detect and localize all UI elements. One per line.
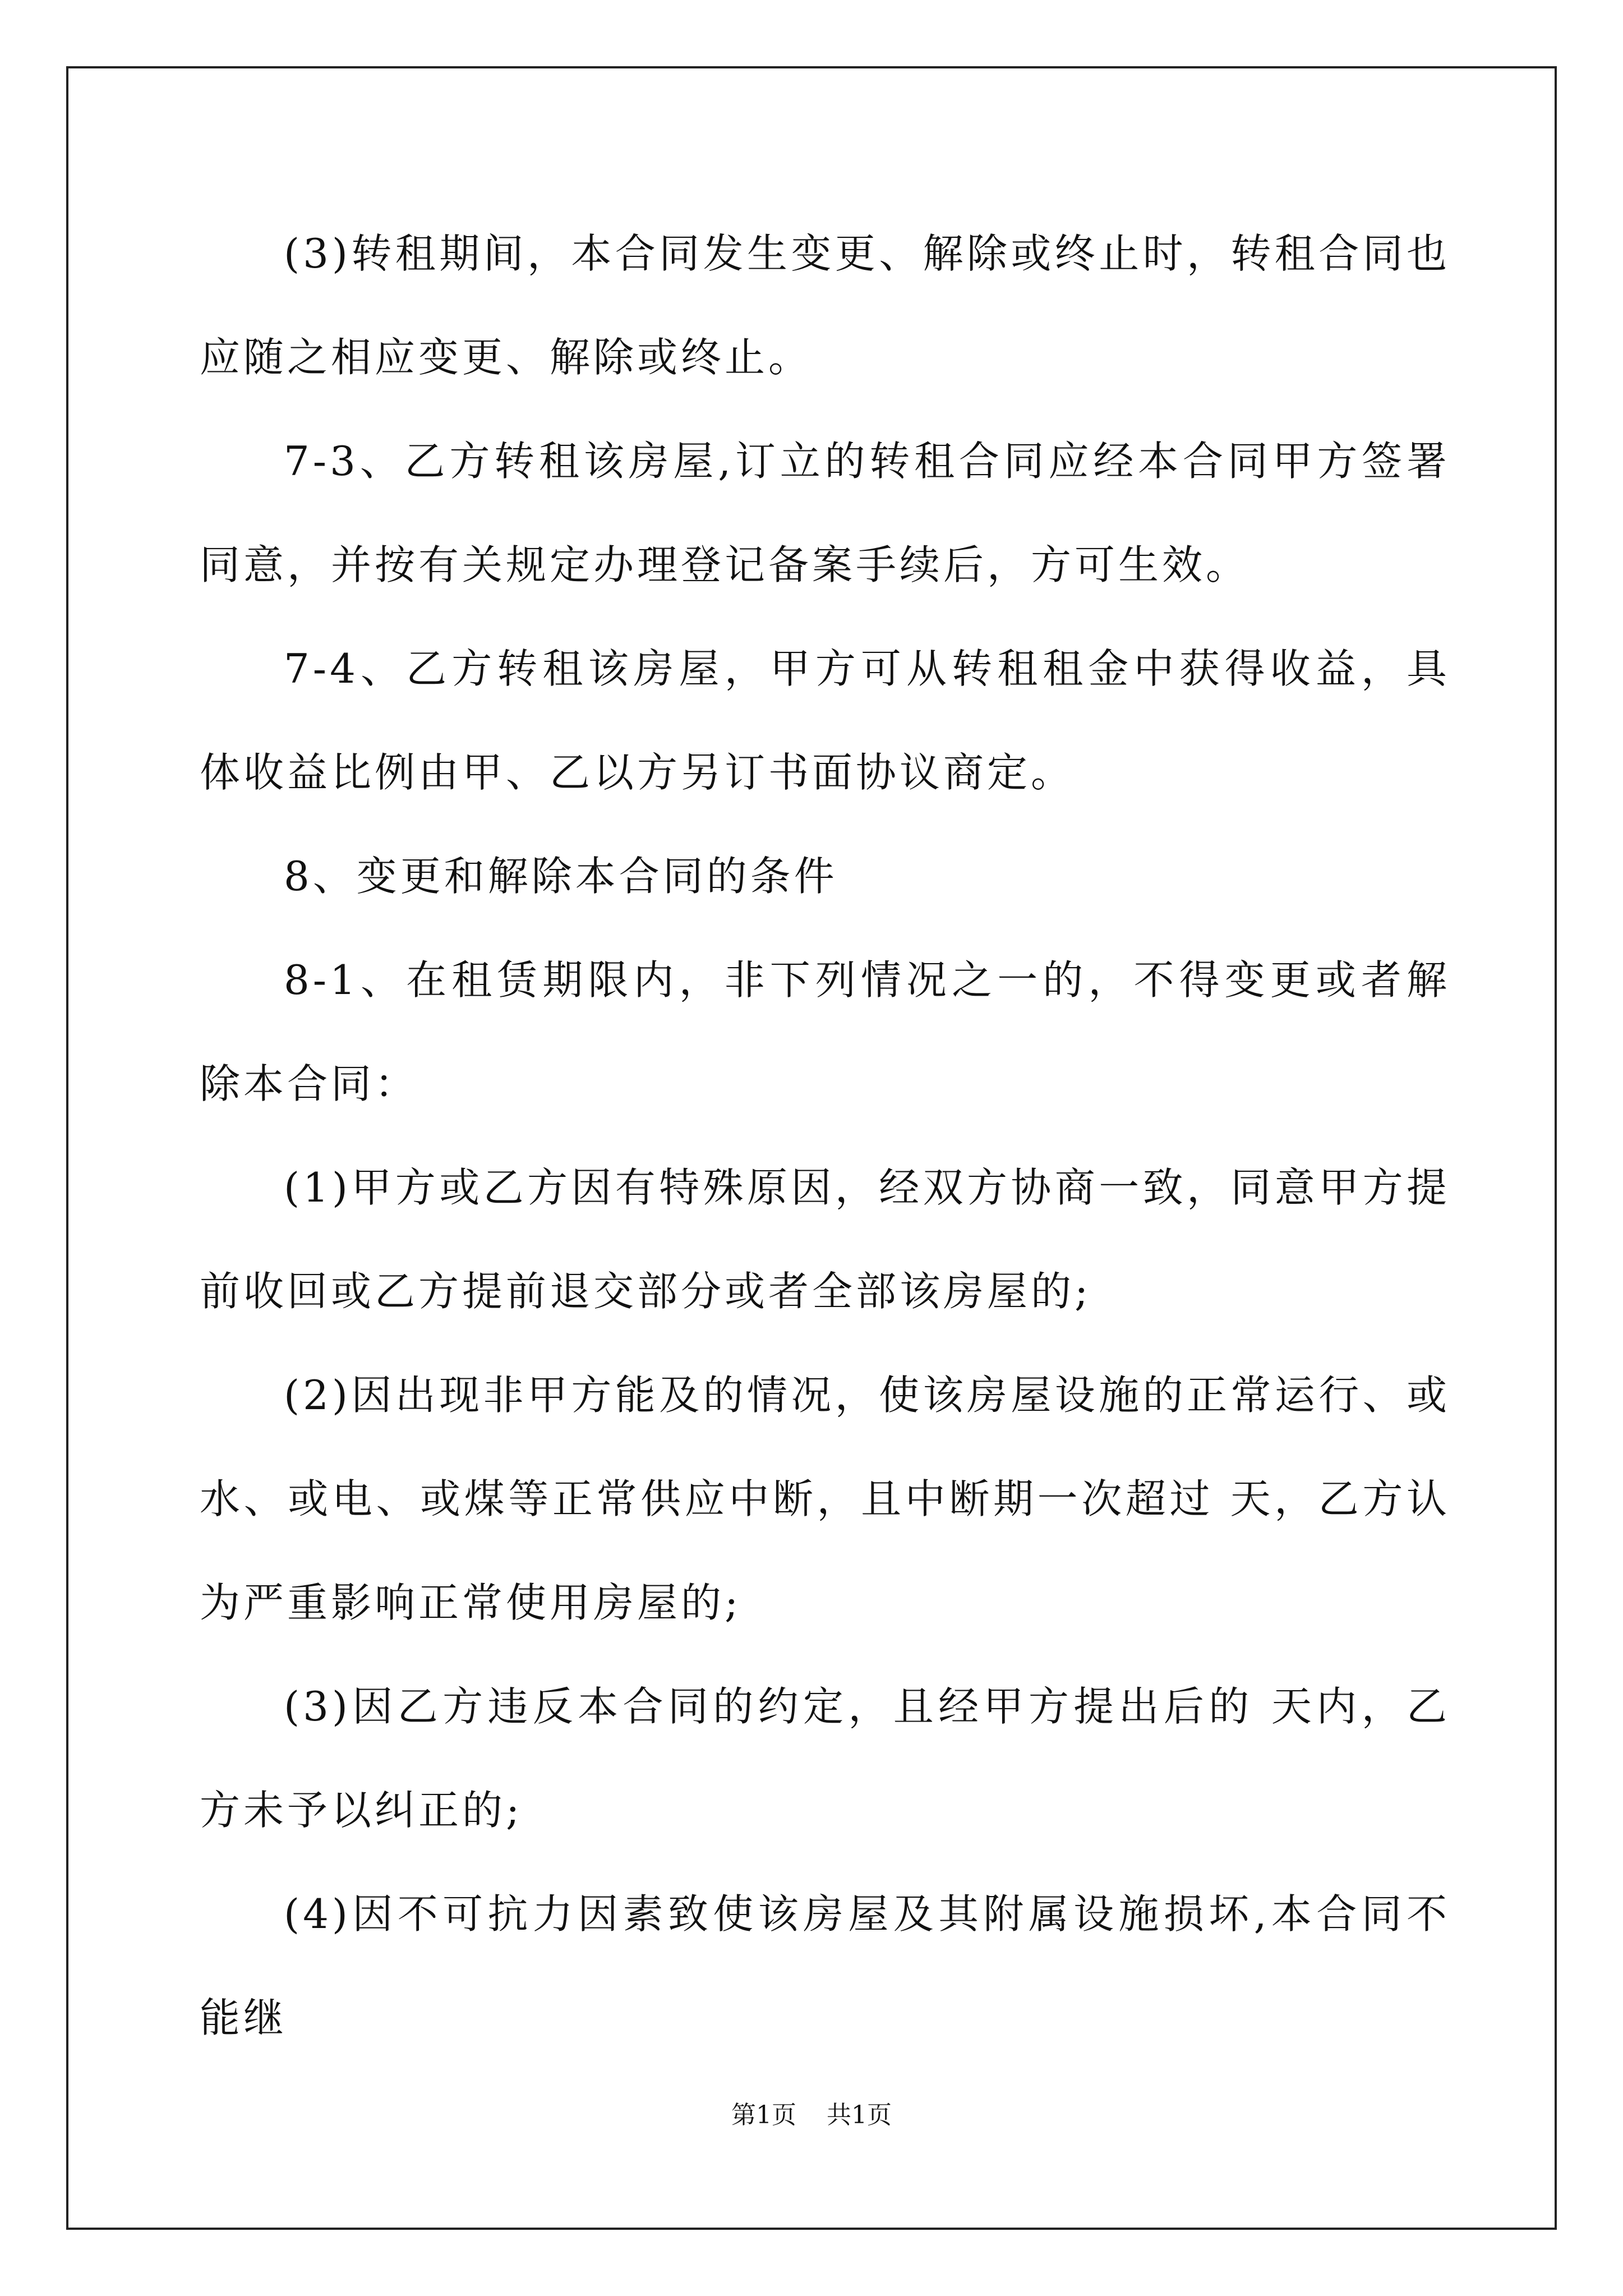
- list-item: (4)因不可抗力因素致使该房屋及其附属设施损坏,本合同不能继: [200, 1890, 1450, 2041]
- paragraph: 7-4、乙方转租该房屋，甲方可从转租租金中获得收益，具体收益比例由甲、乙以方另订书面协议商定。: [200, 645, 1450, 796]
- list-item: (1)甲方或乙方因有特殊原因，经双方协商一致，同意甲方提前收回或乙方提前退交部分或者全部该房屋的;: [200, 1164, 1450, 1315]
- page-total: 共1页: [827, 2101, 892, 2129]
- section-heading: 8、变更和解除本合同的条件: [284, 853, 838, 900]
- document-body: [200, 202, 1450, 2070]
- page-footer: [0, 2095, 1623, 2131]
- paragraph: 7-3、乙方转租该房屋,订立的转租合同应经本合同甲方签署同意，并按有关规定办理登记备案手续后，方可生效。: [200, 438, 1450, 588]
- paragraph: (3)转租期间，本合同发生变更、解除或终止时，转租合同也应随之相应变更、解除或终止。: [200, 230, 1450, 381]
- paragraph: 8-1、在租赁期限内，非下列情况之一的，不得变更或者解除本合同：: [200, 956, 1450, 1107]
- list-item: (2)因出现非甲方能及的情况，使该房屋设施的正常运行、或水、或电、或煤等正常供应中断，且中断期一次超过 天，乙方认为严重影响正常使用房屋的;: [200, 1372, 1450, 1626]
- list-item: (3)因乙方违反本合同的约定，且经甲方提出后的 天内，乙方未予以纠正的;: [200, 1683, 1450, 1834]
- page-number: 第1页: [731, 2101, 796, 2129]
